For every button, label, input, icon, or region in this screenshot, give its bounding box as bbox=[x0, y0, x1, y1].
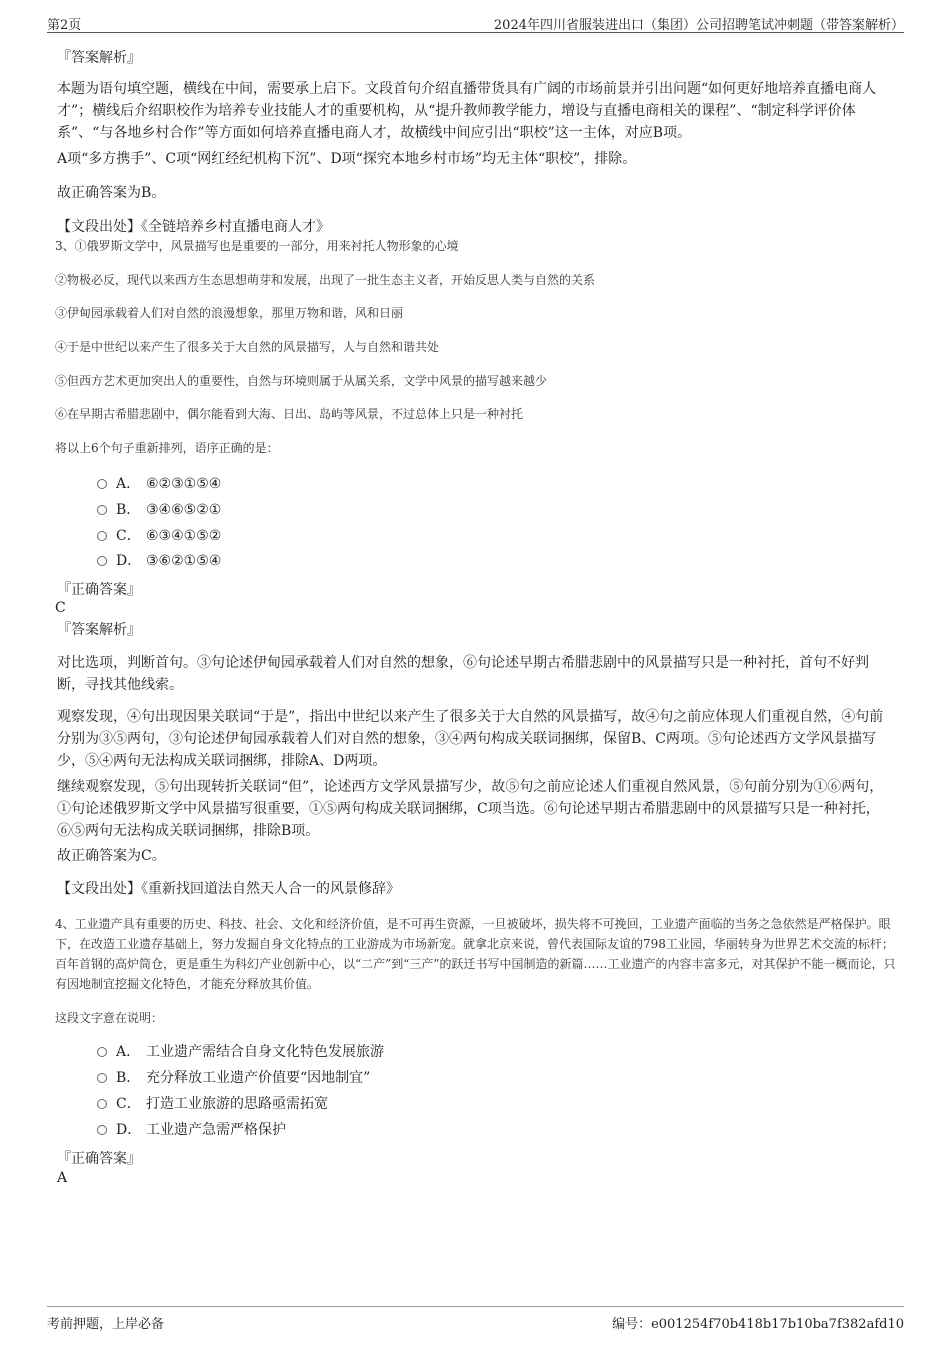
radio-icon[interactable] bbox=[97, 531, 107, 541]
q3-analysis-p2: 观察发现，④句出现因果关联词“于是”，指出中世纪以来产生了很多关于大自然的风景描写，故④句之前应体现人们重视自然，④句前分别为③⑤两句，③句论述伊甸园承载着人们对自然的想象，③④两句构成关联词捆绑，保留B、C两项。⑤句论述西方文学风景描写少，⑤④两句无法构成关联词捆绑，排除A、D两项。 bbox=[57, 709, 884, 769]
q3-analysis-p3: 继续观察发现，⑤句出现转折关联词“但”，论述西方文学风景描写少，故⑤句之前应论述人们重视自然风景，⑤句前分别为①⑥两句，①句论述俄罗斯文学中风景描写很重要，①⑤两句构成关联词捆绑，C项当选。⑥句论述早期古希腊悲剧中的风景描写只是一种衬托，⑥⑤两句无法构成关联词捆绑，排除B项。 bbox=[57, 779, 884, 839]
document-id: 编号：e001254f70b418b17b10ba7f382afd10 bbox=[612, 1317, 904, 1332]
q3-stem-line: ⑥在早期古希腊悲剧中，偶尔能看到大海、日出、岛屿等风景，不过总体上只是一种衬托 bbox=[55, 407, 524, 421]
q4-question: 这段文字意在说明： bbox=[55, 1011, 164, 1025]
radio-icon[interactable] bbox=[97, 556, 107, 566]
q3-analysis-p1: 对比选项，判断首句。③句论述伊甸园承载着人们对自然的想象，⑥句论述早期古希腊悲剧中的风景描写只是一种衬托，首句不好判断，寻找其他线索。 bbox=[57, 655, 869, 693]
radio-icon[interactable] bbox=[97, 479, 107, 489]
footer-slogan: 考前押题，上岸必备 bbox=[47, 1317, 165, 1332]
q3-stem-line: ②物极必反，现代以来西方生态思想萌芽和发展，出现了一批生态主义者，开始反思人类与自然的关系 bbox=[55, 273, 596, 287]
q3-analysis-label: 『答案解析』 bbox=[57, 622, 141, 638]
q4-answer-label: 『正确答案』 bbox=[57, 1151, 141, 1167]
page-header bbox=[47, 14, 904, 33]
radio-icon[interactable] bbox=[97, 1073, 107, 1083]
q4-stem: 4、工业遗产具有重要的历史、科技、社会、文化和经济价值，是不可再生资源，一旦被破坏，损失将不可挽回，工业遗产面临的当务之急依然是严格保护。眼下，在改造工业遗存基础上，努力发掘自身文化特点的工业游成为市场新宠。就拿北京来说，曾代表国际友谊的798工业园，华丽转身为世界艺术交流的标杆；百年首钢的高炉筒仓，更是重生为科幻产业创新中心，以“二产”到“三产”的跃迁书写中国制造的新篇……工业遗产的内容丰富多元，对其保护不能一概而论，只有因地制宜挖掘文化特色，才能充分释放其价值。 bbox=[55, 917, 896, 991]
q2-analysis-p3: 故正确答案为B。 bbox=[57, 185, 166, 201]
q4-answer: A bbox=[57, 1170, 68, 1186]
q3-analysis-p4: 故正确答案为C。 bbox=[57, 848, 166, 864]
q2-analysis-label: 『答案解析』 bbox=[57, 50, 141, 66]
page-number: 第2页 bbox=[47, 18, 82, 33]
q2-analysis-p1: 本题为语句填空题，横线在中间，需要承上启下。文段首句介绍直播带货具有广阔的市场前景并引出问题“如何更好地培养直播电商人才”；横线后介绍职校作为培养专业技能人才的重要机构，从“提升教师教学能力，增设与直播电商相关的课程”、“制定科学评价体系”、“与各地乡村合作”等方面如何培养直播电商人才，故横线中间应引出“职校”这一主体，对应B项。 bbox=[57, 81, 877, 141]
q4-option-a[interactable]: A． 工业遗产需结合自身文化特色发展旅游 bbox=[97, 1042, 384, 1062]
radio-icon[interactable] bbox=[97, 505, 107, 515]
q4-option-b[interactable]: B． 充分释放工业遗产价值要“因地制宜” bbox=[97, 1068, 370, 1088]
q4-option-d[interactable]: D． 工业遗产急需严格保护 bbox=[97, 1120, 286, 1140]
radio-icon[interactable] bbox=[97, 1125, 107, 1135]
q3-answer: C bbox=[55, 600, 66, 616]
q3-stem-line: ③伊甸园承载着人们对自然的浪漫想象，那里万物和谐，风和日丽 bbox=[55, 306, 404, 320]
q2-source: 【文段出处】《全链培养乡村直播电商人才》 bbox=[57, 219, 330, 235]
q3-source: 【文段出处】《重新找回道法自然天人合一的风景修辞》 bbox=[57, 881, 400, 897]
q3-question: 将以上6个句子重新排列，语序正确的是： bbox=[55, 441, 279, 455]
radio-icon[interactable] bbox=[97, 1099, 107, 1109]
q3-option-d[interactable]: D． ③⑥②①⑤④ bbox=[97, 551, 221, 571]
q3-option-c[interactable]: C． ⑥③④①⑤② bbox=[97, 526, 221, 546]
q3-answer-label: 『正确答案』 bbox=[57, 582, 141, 598]
page-footer bbox=[47, 1306, 904, 1332]
q3-option-b[interactable]: B． ③④⑥⑤②① bbox=[97, 500, 221, 520]
q2-analysis-p2: A项“多方携手”、C项“网红经纪机构下沉”、D项“探究本地乡村市场”均无主体“职校”，排除。 bbox=[57, 151, 637, 167]
document-title: 2024年四川省服装进出口（集团）公司招聘笔试冲刺题（带答案解析） bbox=[493, 18, 904, 33]
q3-option-a[interactable]: A． ⑥②③①⑤④ bbox=[97, 474, 221, 494]
q3-stem-line: 3、①俄罗斯文学中，风景描写也是重要的一部分，用来衬托人物形象的心境 bbox=[55, 239, 459, 253]
q4-option-c[interactable]: C． 打造工业旅游的思路亟需拓宽 bbox=[97, 1094, 328, 1114]
radio-icon[interactable] bbox=[97, 1047, 107, 1057]
q3-stem-line: ⑤但西方艺术更加突出人的重要性，自然与环境则属于从属关系，文学中风景的描写越来越少 bbox=[55, 374, 548, 388]
q3-stem-line: ④于是中世纪以来产生了很多关于大自然的风景描写，人与自然和谐共处 bbox=[55, 340, 440, 354]
